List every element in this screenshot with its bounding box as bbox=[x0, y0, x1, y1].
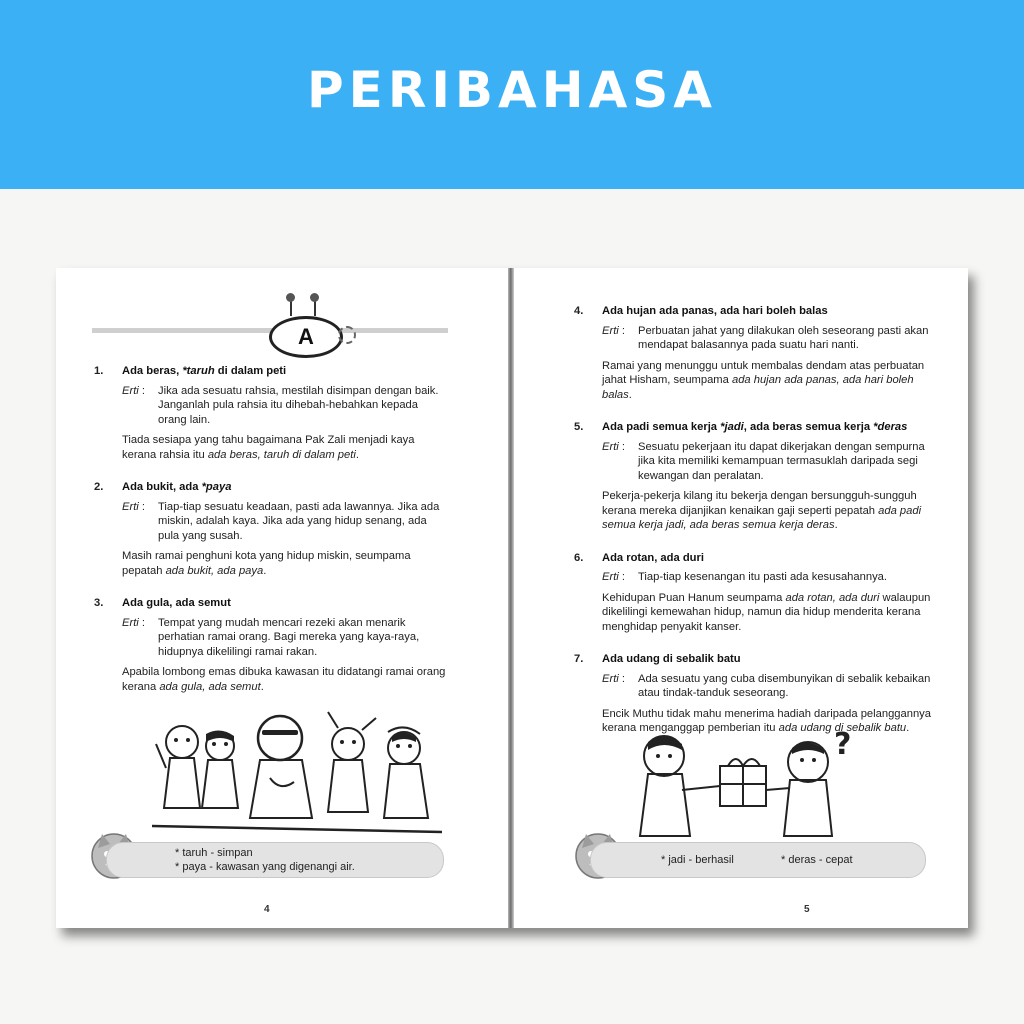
proverb-entry bbox=[574, 551, 934, 635]
proverb-title: Ada rotan, ada duri bbox=[602, 551, 704, 564]
meaning-label: Erti : bbox=[122, 500, 158, 544]
meaning-row bbox=[122, 616, 446, 660]
section-header bbox=[92, 298, 448, 358]
svg-text:?: ? bbox=[834, 727, 852, 762]
proverb-title: Ada bukit, ada *paya bbox=[122, 481, 232, 493]
banner-title: PERIBAHASA bbox=[307, 60, 717, 119]
proverb-title: Ada gula, ada semut bbox=[122, 597, 231, 609]
page-number: 4 bbox=[264, 904, 270, 915]
entry-number: 4. bbox=[574, 305, 584, 317]
proverb-title: Ada hujan ada panas, ada hari boleh balas bbox=[602, 305, 828, 317]
proverb-entry bbox=[94, 364, 446, 462]
proverb-entry bbox=[574, 304, 934, 402]
meaning-row bbox=[602, 324, 934, 353]
example-sentence: Encik Muthu tidak mahu menerima hadiah daripada pelanggannya kerana menganggap pemberian itu ada udang di sebalik batu. bbox=[602, 707, 931, 734]
entry-number: 7. bbox=[574, 653, 584, 665]
right-page bbox=[514, 268, 968, 928]
example-sentence: Ramai yang menunggu untuk membalas dendam atas perbuatan jahat Hisham, seumpama ada hujan ada panas, ada hari boleh balas. bbox=[602, 359, 925, 401]
crowd-illustration bbox=[152, 708, 442, 836]
meaning-text: Tempat yang mudah mencari rezeki akan menarik perhatian ramai orang. Bagi mereka yang kaya-raya, hidupnya dikelilingi ramai rakan. bbox=[158, 616, 420, 658]
proverb-entry bbox=[94, 480, 446, 578]
meaning-row bbox=[122, 384, 446, 428]
gift-illustration bbox=[624, 724, 864, 842]
meaning-label: Erti : bbox=[602, 672, 638, 701]
meaning-text: Tiap-tiap kesenangan itu pasti ada kesusahannya. bbox=[638, 571, 887, 583]
vocab-note bbox=[590, 842, 926, 878]
vocab-item: * deras - cepat bbox=[781, 854, 853, 866]
proverb-title: Ada beras, *taruh di dalam peti bbox=[122, 365, 287, 377]
entry-number: 3. bbox=[94, 597, 104, 609]
meaning-label: Erti : bbox=[602, 570, 638, 585]
proverb-entry bbox=[574, 652, 934, 736]
section-letter: A bbox=[269, 316, 343, 358]
proverb-entry bbox=[94, 596, 446, 694]
proverb-title: Ada padi semua kerja *jadi, ada beras semua kerja *deras bbox=[602, 421, 908, 433]
example-sentence: Tiada sesiapa yang tahu bagaimana Pak Zali menjadi kaya kerana rahsia itu ada beras, taruh di dalam peti. bbox=[122, 434, 415, 461]
example-sentence: Pekerja-pekerja kilang itu bekerja dengan bersungguh-sungguh kerana mereka dijanjikan kenaikan gaji seperti pepatah ada padi semua kerja jadi, ada beras semua kerja deras. bbox=[602, 490, 922, 531]
vocab-item: * jadi - berhasil bbox=[661, 854, 734, 866]
example-sentence: Apabila lombong emas dibuka kawasan itu didatangi ramai orang kerana ada gula, ada semut. bbox=[122, 666, 446, 693]
page-number: 5 bbox=[804, 904, 810, 915]
meaning-label: Erti : bbox=[602, 440, 638, 484]
vocab-note-text bbox=[175, 846, 355, 874]
antenna-left-icon bbox=[290, 298, 292, 316]
open-book bbox=[56, 268, 968, 928]
meaning-label: Erti : bbox=[122, 384, 158, 428]
meaning-row bbox=[122, 500, 446, 544]
example-sentence: Masih ramai penghuni kota yang hidup miskin, seumpama pepatah ada bukit, ada paya. bbox=[122, 550, 411, 577]
meaning-label: Erti : bbox=[122, 616, 158, 660]
meaning-text: Jika ada sesuatu rahsia, mestilah disimpan dengan baik. Janganlah pula rahsia itu dihebah-hebahkan kepada orang lain. bbox=[158, 384, 439, 426]
vocab-item: * taruh - simpan bbox=[175, 847, 253, 859]
entry-number: 1. bbox=[94, 365, 104, 377]
left-entries bbox=[94, 364, 446, 712]
entry-number: 2. bbox=[94, 481, 104, 493]
proverb-title: Ada udang di sebalik batu bbox=[602, 653, 741, 665]
gear-icon bbox=[338, 326, 356, 344]
meaning-row bbox=[602, 672, 934, 701]
entry-number: 5. bbox=[574, 421, 584, 433]
meaning-label: Erti : bbox=[602, 324, 638, 353]
proverb-entry bbox=[574, 420, 934, 533]
right-entries bbox=[574, 304, 934, 754]
meaning-row bbox=[602, 570, 934, 585]
antenna-right-icon bbox=[314, 298, 316, 316]
left-page bbox=[56, 268, 508, 928]
meaning-text: Perbuatan jahat yang dilakukan oleh seseorang pasti akan mendapat balasannya pada suatu hari nanti. bbox=[638, 324, 929, 351]
vocab-note bbox=[106, 842, 444, 878]
meaning-row bbox=[602, 440, 934, 484]
meaning-text: Sesuatu pekerjaan itu dapat dikerjakan dengan sempurna jika kita memiliki kemampuan termasuklah daripada segi kewangan dan peralatan. bbox=[638, 440, 925, 482]
entry-number: 6. bbox=[574, 551, 584, 564]
example-sentence: Kehidupan Puan Hanum seumpama ada rotan, ada duri walaupun dikelilingi kemewahan hidup, namun dia hidup menderita kerana menghidap penyakit kanser. bbox=[602, 591, 931, 633]
meaning-text: Tiap-tiap sesuatu keadaan, pasti ada lawannya. Jika ada miskin, adalah kaya. Jika ada yang hidup senang, ada pula yang susah. bbox=[158, 500, 440, 542]
meaning-text: Ada sesuatu yang cuba disembunyikan di sebalik kebaikan atau tindak-tanduk seseorang. bbox=[638, 672, 931, 699]
title-banner bbox=[0, 0, 1024, 189]
vocab-item: * paya - kawasan yang digenangi air. bbox=[175, 861, 355, 873]
